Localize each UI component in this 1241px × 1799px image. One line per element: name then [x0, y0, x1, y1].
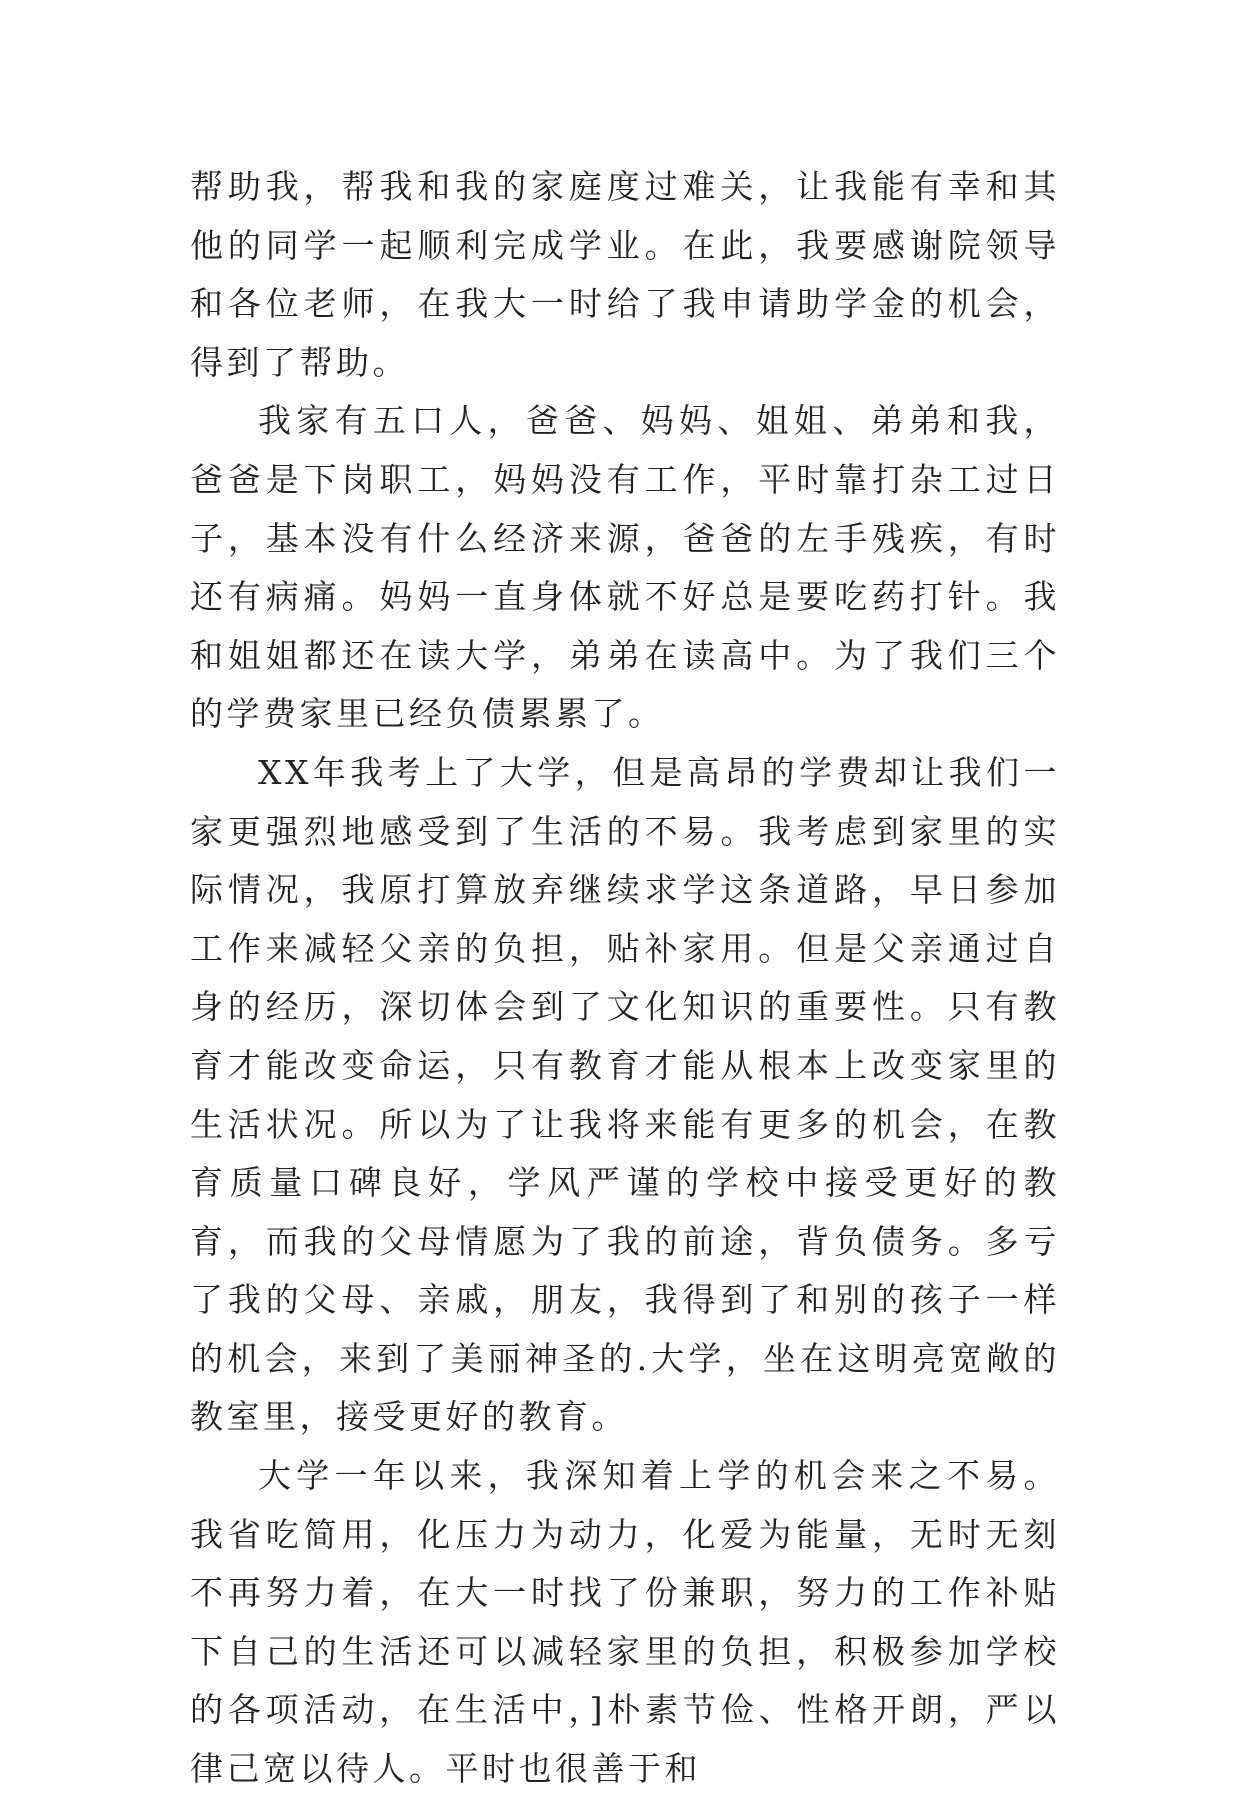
- body-text: [190, 158, 1060, 1799]
- paragraph-4: 大学一年以来，我深知着上学的机会来之不易。我省吃简用，化压力为动力，化爱为能量，无时无刻不再努力着，在大一时找了份兼职，努力的工作补贴下自己的生活还可以减轻家里的负担，积极参加学校的各项活动，在生活中，]朴素节俭、性格开朗，严以律己宽以待人。平时也很善于和: [190, 1456, 1060, 1789]
- paragraph-3: XX年我考上了大学，但是高昂的学费却让我们一家更强烈地感受到了生活的不易。我考虑到家里的实际情况，我原打算放弃继续求学这条道路，早日参加工作来减轻父亲的负担，贴补家用。但是父亲通过自身的经历，深切体会到了文化知识的重要性。只有教育才能改变命运，只有教育才能从根本上改变家里的生活状况。所以为了让我将来能有更多的机会，在教育质量口碑良好，学风严谨的学校中接受更好的教育，而我的父母情愿为了我的前途，背负债务。多亏了我的父母、亲戚，朋友，我得到了和别的孩子一样的机会，来到了美丽神圣的.大学，坐在这明亮宽敞的教室里，接受更好的教育。: [190, 752, 1060, 1437]
- paragraph-1: 帮助我，帮我和我的家庭度过难关，让我能有幸和其他的同学一起顺利完成学业。在此，我要感谢院领导和各位老师，在我大一时给了我申请助学金的机会，得到了帮助。: [190, 167, 1060, 382]
- paragraph-2: 我家有五口人，爸爸、妈妈、姐姐、弟弟和我，爸爸是下岗职工，妈妈没有工作，平时靠打杂工过日子，基本没有什么经济来源，爸爸的左手残疾，有时还有病痛。妈妈一直身体就不好总是要吃药打针。我和姐姐都还在读大学，弟弟在读高中。为了我们三个的学费家里已经负债累累了。: [190, 401, 1060, 734]
